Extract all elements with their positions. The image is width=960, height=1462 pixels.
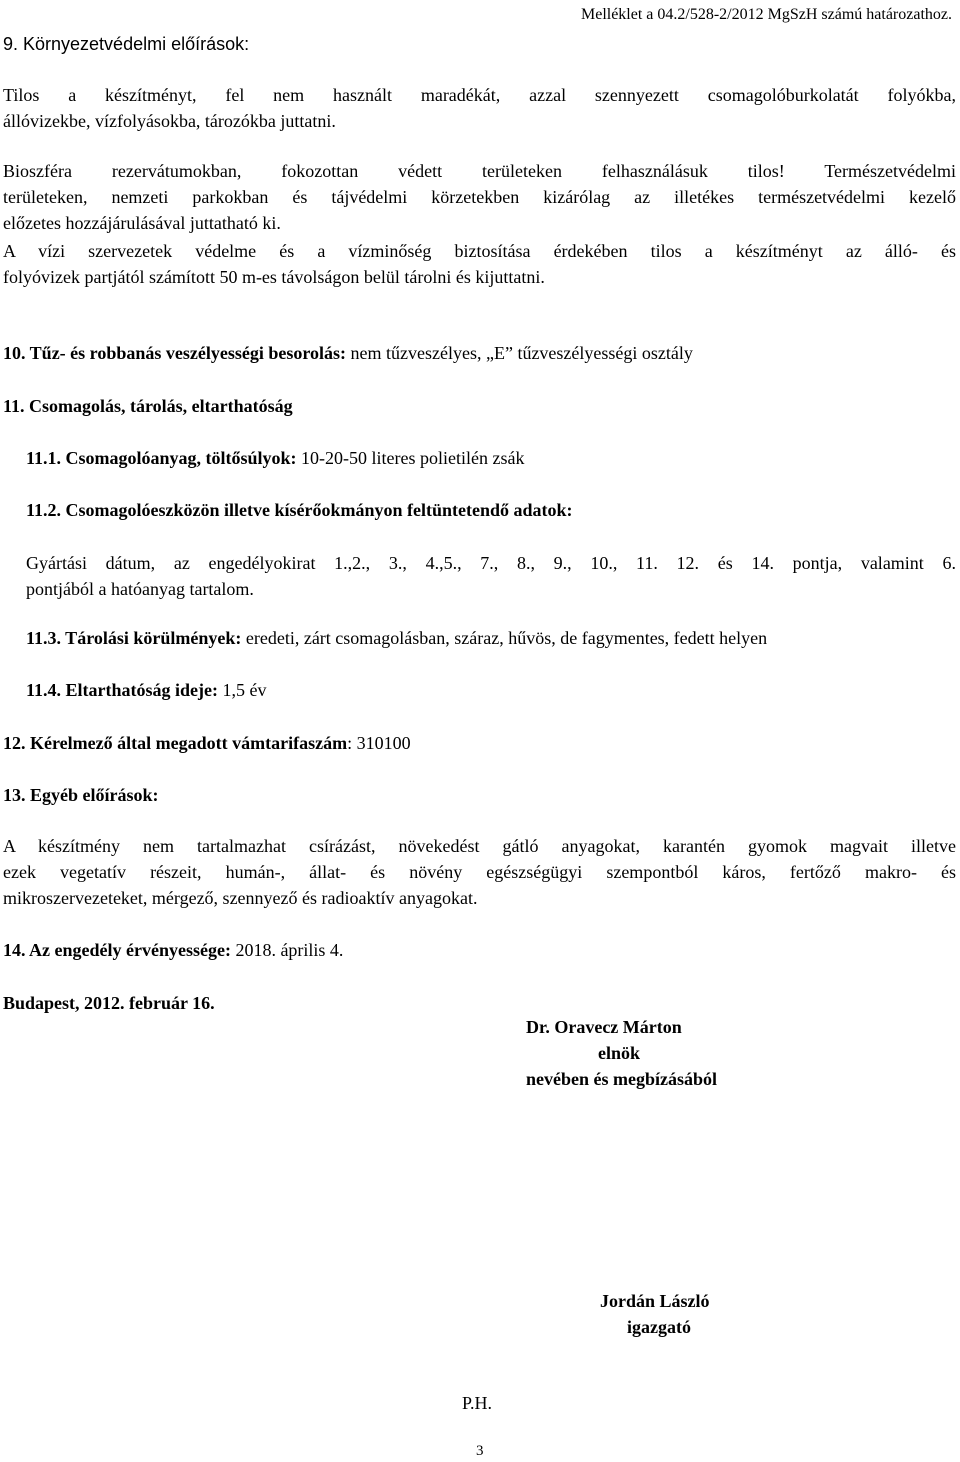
section-14-label: 14. Az engedély érvényessége: — [3, 940, 231, 960]
signer-1-name — [526, 1017, 682, 1038]
section-11-4-value: 1,5 év — [217, 680, 267, 700]
signer-2-name-text: Jordán László — [600, 1291, 710, 1311]
signer-1-name-text: Dr. Oravecz Márton — [526, 1017, 682, 1037]
section-9-title: 9. Környezetvédelmi előírások: — [3, 34, 250, 54]
section-13-title — [3, 785, 159, 806]
section-11-2-label: 11.2. Csomagolóeszközön illetve kísérőokmányon feltüntetendő adatok: — [26, 500, 573, 520]
section-11-title-text: 11. Csomagolás, tárolás, eltarthatóság — [3, 396, 293, 416]
section-11-4-label: 11.4. Eltarthatóság ideje: — [26, 680, 218, 700]
signer-2-title — [627, 1317, 691, 1338]
section-13-body — [3, 833, 956, 911]
signer-1-note — [526, 1069, 717, 1090]
text-line: Bioszféra rezervátumokban, fokozottan védett területeken felhasználásuk tilos! Természetvédelmi — [3, 161, 956, 181]
section-14-value: 2018. április 4. — [230, 940, 344, 960]
section-11-1-value: 10-20-50 literes polietilén zsák — [296, 448, 525, 468]
signer-1-title-text: elnök — [598, 1043, 641, 1063]
text-line: ezek vegetatív részeit, humán-, állat- és növény egészségügyi szempontból káros, fertőző makro- és — [3, 862, 956, 882]
text-line: állóvizekbe, vízfolyásokba, tározókba juttatni. — [3, 111, 336, 131]
section-11-3-value: eredeti, zárt csomagolásban, száraz, hűvös, de fagymentes, fedett helyen — [241, 628, 768, 648]
section-11-4 — [26, 680, 266, 701]
section-11-title — [3, 396, 293, 417]
annex-reference: Melléklet a 04.2/528-2/2012 MgSzH számú határozathoz. — [580, 6, 952, 23]
section-9-paragraph-3 — [3, 238, 956, 290]
section-9-paragraph-2 — [3, 158, 956, 236]
section-13-title-text: 13. Egyéb előírások: — [3, 785, 159, 805]
section-11-1 — [26, 448, 524, 469]
page-number: 3 — [476, 1443, 484, 1459]
text-line: mikroszervezeteket, mérgező, szennyező és radioaktív anyagokat. — [3, 888, 478, 908]
signer-2-title-text: igazgató — [627, 1317, 691, 1337]
section-12 — [3, 733, 411, 754]
section-11-2-title — [26, 500, 573, 521]
seal-placeholder: P.H. — [462, 1393, 493, 1413]
text-line: pontjából a hatóanyag tartalom. — [26, 579, 254, 599]
place-and-date — [3, 993, 215, 1014]
text-line: A készítmény nem tartalmazhat csírázást, növekedést gátló anyagokat, karantén gyomok magvait illetve — [3, 836, 956, 856]
section-14 — [3, 940, 343, 961]
section-10-label: 10. Tűz- és robbanás veszélyességi besorolás: — [3, 343, 347, 363]
section-10 — [3, 343, 693, 364]
signer-1-note-text: nevében és megbízásából — [526, 1069, 717, 1089]
section-10-value: nem tűzveszélyes, „E” tűzveszélyességi osztály — [346, 343, 693, 363]
text-line: előzetes hozzájárulásával juttatható ki. — [3, 213, 281, 233]
section-11-2-body — [26, 550, 956, 602]
text-line: Gyártási dátum, az engedélyokirat 1.,2., 3., 4.,5., 7., 8., 9., 10., 11. 12. és 14. pontja, valamint 6. — [26, 553, 956, 573]
signer-1-title — [598, 1043, 640, 1064]
section-12-label: 12. Kérelmező által megadott vámtarifaszám — [3, 733, 348, 753]
text-line: Tilos a készítményt, fel nem használt maradékát, azzal szennyezett csomagolóburkolatát folyókba, — [3, 85, 956, 105]
text-line: területeken, nemzeti parkokban és tájvédelmi körzetekben kizárólag az illetékes természetvédelmi kezelő — [3, 187, 956, 207]
text-line: folyóvizek partjától számított 50 m-es távolságon belül tárolni és kijuttatni. — [3, 267, 545, 287]
section-11-3-label: 11.3. Tárolási körülmények: — [26, 628, 242, 648]
section-11-1-label: 11.1. Csomagolóanyag, töltősúlyok: — [26, 448, 297, 468]
section-11-3 — [26, 628, 767, 649]
text-line: A vízi szervezetek védelme és a vízminőség biztosítása érdekében tilos a készítményt az álló- és — [3, 241, 956, 261]
section-9-paragraph-1 — [3, 82, 956, 134]
place-and-date-text: Budapest, 2012. február 16. — [3, 993, 215, 1013]
section-12-value: : 310100 — [347, 733, 411, 753]
signer-2-name — [600, 1291, 710, 1312]
